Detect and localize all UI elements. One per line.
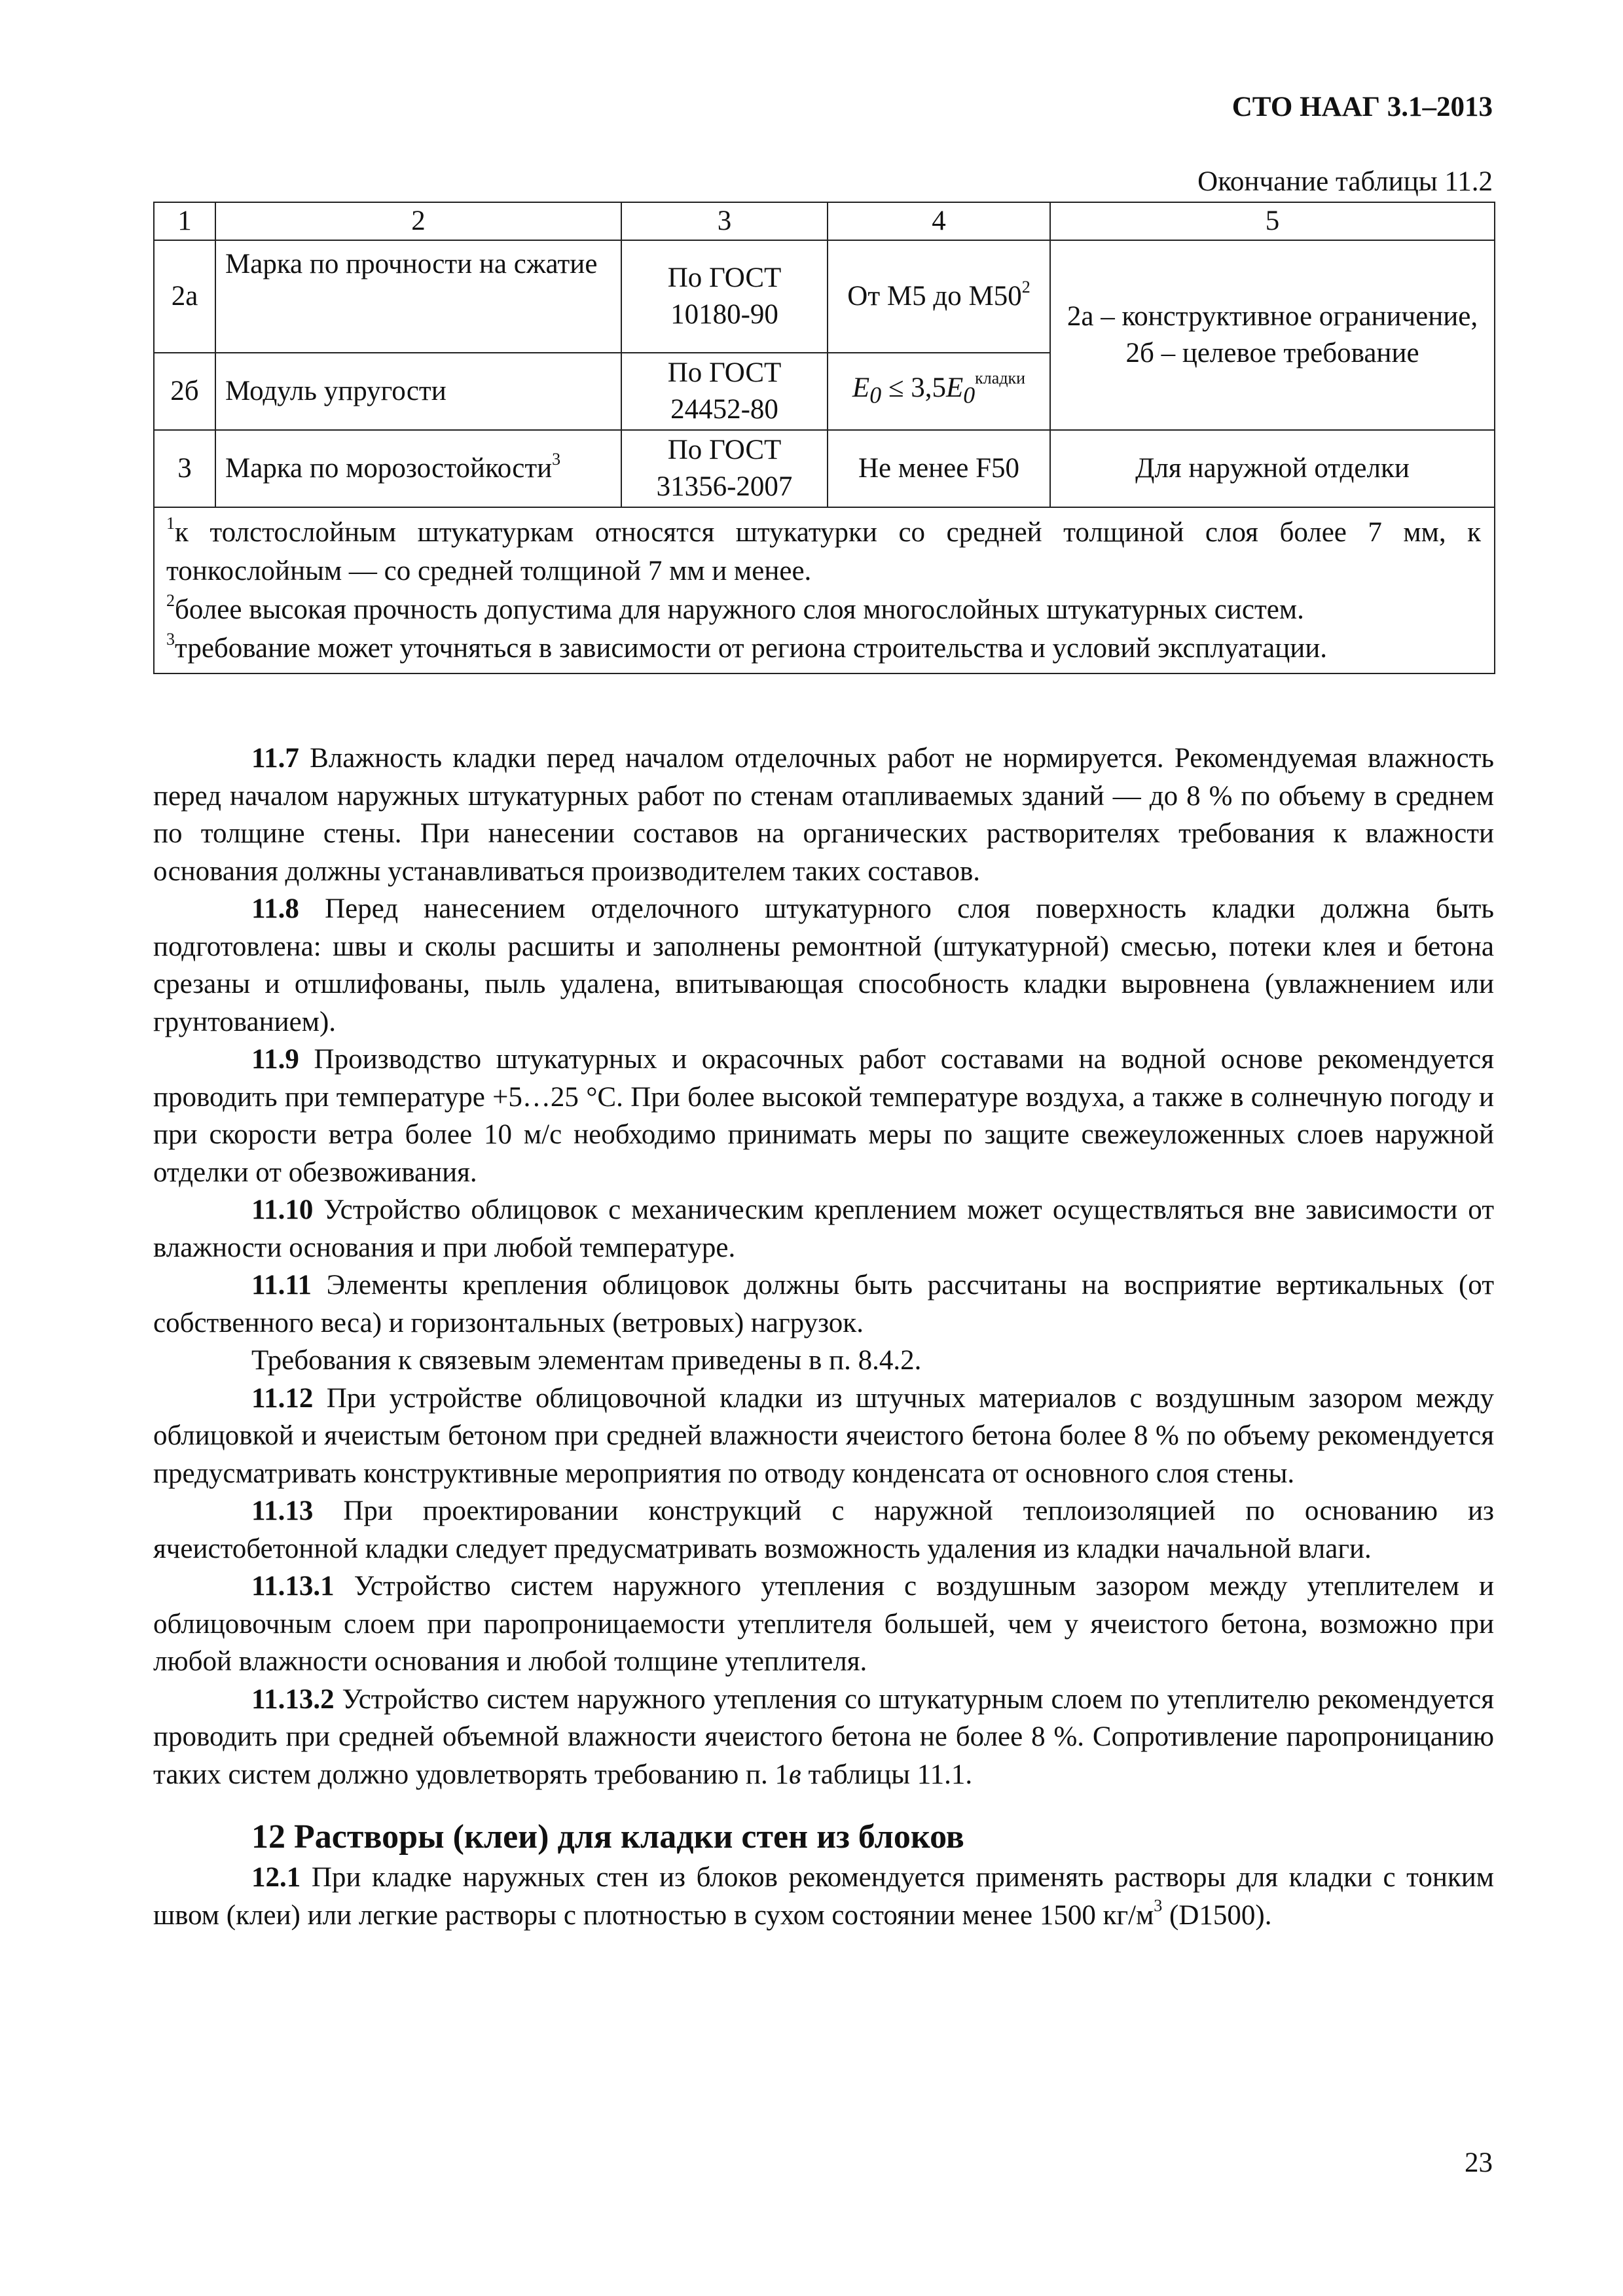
column-header: 3 — [621, 202, 828, 240]
row-number: 2б — [154, 353, 215, 430]
row-note: 2а – конструктивное ограничение, 2б – целевое требование — [1050, 240, 1495, 430]
footnote: $^1$к толстослойным штукатуркам относятся штукатурки со средней толщиной слоя более 7 мм, к тонкослойным — со средней толщиной 7 мм и менее. — [166, 513, 1481, 586]
clause-11-11-note: Требования к связевым элементам приведены в п. 8.4.2. — [251, 1345, 922, 1376]
document-code: СТО НААГ 3.1–2013 — [1231, 92, 1493, 122]
clause-11-11: 11.11 Элементы крепления облицовок должны быть рассчитаны на восприятие вертикальных (от собственного веса) и горизонтальных (ветровых) нагрузок. — [153, 1270, 1494, 1338]
test-method: По ГОСТ 24452-80 — [621, 353, 828, 430]
property-name: Марка по морозостойкости$^3$ — [215, 430, 621, 507]
requirement-value: Не менее F50 — [828, 430, 1050, 507]
clause-11-8: 11.8 Перед нанесением отделочного штукатурного слоя поверхность кладки должна быть подготовлена: швы и сколы расшиты и заполнены ремонтной (штукатурной) смесью, потеки клея и бетона срезаны и отшлифованы, пыль удалена, впитывающая способность кладки выровнена (увлажнением или грунтованием). — [153, 893, 1494, 1037]
clause-11-10: 11.10 Устройство облицовок с механическим креплением может осуществляться вне зависимости от влажности основания и при любой температуре. — [153, 1194, 1494, 1263]
body-text — [153, 740, 1494, 1934]
column-header: 1 — [154, 202, 215, 240]
table-row — [154, 430, 1495, 507]
row-number: 3 — [154, 430, 215, 507]
table-caption: Окончание таблицы 11.2 — [1197, 166, 1493, 197]
row-number: 2а — [154, 240, 215, 353]
clause-11-13-2: 11.13.2 Устройство систем наружного утепления со штукатурным слоем по утеплителю рекомендуется проводить при средней объемной влажности ячеистого бетона не более 8 %. Сопротивление паропроницанию таких систем должно удовлетворять требованию п. 1в таблицы 11.1. — [153, 1683, 1494, 1790]
section-heading: 12 Растворы (клеи) для кладки стен из блоков — [251, 1818, 964, 1856]
clause-11-12: 11.12 При устройстве облицовочной кладки из штучных материалов с воздушным зазором между облицовкой и ячеистым бетоном при средней влажности ячеистого бетона более 8 % по объему рекомендуется предусматривать конструктивные мероприятия по отводу конденсата от основного слоя стены. — [153, 1382, 1494, 1489]
table-footnotes — [154, 507, 1495, 673]
spec-table — [153, 202, 1495, 674]
row-note: Для наружной отделки — [1050, 430, 1495, 507]
table-row — [154, 240, 1495, 353]
page-number: 23 — [1465, 2147, 1493, 2178]
clause-11-13-1: 11.13.1 Устройство систем наружного утепления с воздушным зазором между утеплителем и облицовочным слоем при паропроницаемости утеплителя большей, чем у ячеистого бетона, возможно при любой влажности основания и любой толщине утеплителя. — [153, 1571, 1494, 1677]
column-header: 5 — [1050, 202, 1495, 240]
column-header: 4 — [828, 202, 1050, 240]
property-name: Марка по прочности на сжатие — [215, 240, 621, 353]
footnotes-row — [154, 507, 1495, 673]
footnote: $^3$требование может уточняться в зависимости от региона строительства и условий эксплуатации. — [166, 629, 1328, 664]
requirement-value: От М5 до $М50^2$ — [828, 240, 1050, 353]
table-header-row — [154, 202, 1495, 240]
footnote: $^2$более высокая прочность допустима для наружного слоя многослойных штукатурных систем. — [166, 590, 1304, 625]
clause-11-7: 11.7 Влажность кладки перед началом отделочных работ не нормируется. Рекомендуемая влажность перед началом наружных штукатурных работ по стенам отапливаемых зданий — до 8 % по объему в среднем по толщине стены. При нанесении составов на органических растворителях требования к влажности основания должны устанавливаться производителем таких составов. — [153, 743, 1494, 887]
clause-11-13: 11.13 При проектировании конструкций с наружной теплоизоляцией по основанию из ячеистобетонной кладки следует предусматривать возможность удаления из кладки начальной влаги. — [153, 1496, 1494, 1564]
test-method: По ГОСТ 10180-90 — [621, 240, 828, 353]
clause-12-1: 12.1 При кладке наружных стен из блоков рекомендуется применять растворы для кладки с тонким швом (клеи) или легкие растворы с плотностью в сухом состоянии менее 1500 $кг/м^3$ (D1500). — [153, 1862, 1494, 1931]
requirement-formula: $E_0 \le 3,5E_0^{кладки}$ — [828, 353, 1050, 430]
column-header: 2 — [215, 202, 621, 240]
property-name: Модуль упругости — [215, 353, 621, 430]
clause-11-9: 11.9 Производство штукатурных и окрасочных работ составами на водной основе рекомендуется проводить при температуре +5…25 °С. При более высокой температуре воздуха, а также в солнечную погоду и при скорости ветра более 10 м/с необходимо принимать меры по защите свежеуложенных слоев наружной отделки от обезвоживания. — [153, 1044, 1494, 1188]
test-method: По ГОСТ 31356-2007 — [621, 430, 828, 507]
